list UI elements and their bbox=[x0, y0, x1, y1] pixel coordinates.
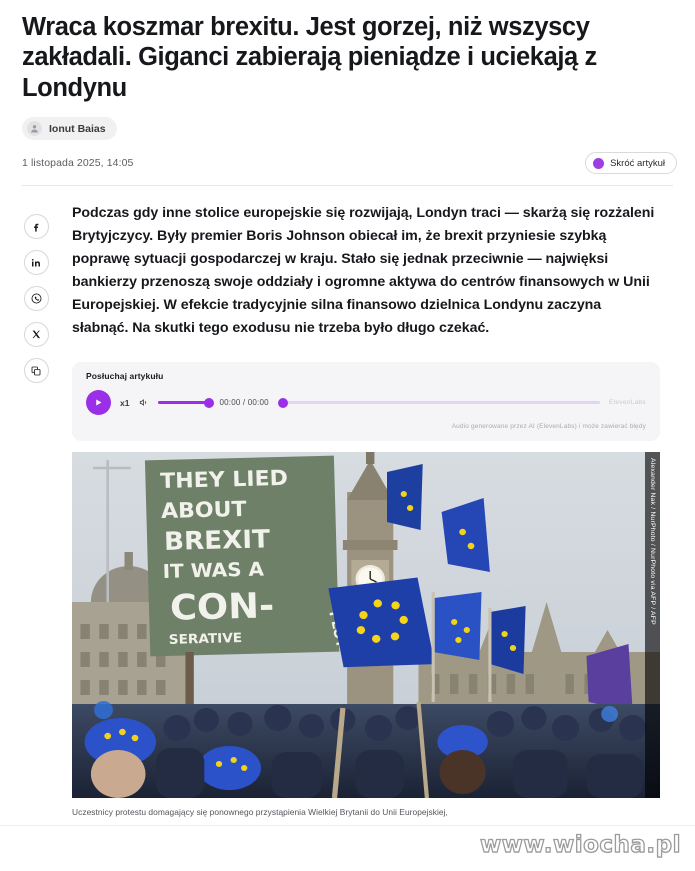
publish-date: 1 listopada 2025, 14:05 bbox=[22, 157, 134, 170]
share-linkedin-icon[interactable] bbox=[24, 250, 49, 275]
article-photo-block bbox=[72, 452, 660, 819]
protest-photo-illustration bbox=[72, 452, 660, 798]
shorten-article-button[interactable] bbox=[585, 152, 677, 174]
audio-seek-track bbox=[278, 401, 600, 404]
ai-sparkle-icon bbox=[593, 158, 604, 169]
audio-seek-slider[interactable] bbox=[278, 398, 600, 408]
volume-slider-knob[interactable] bbox=[204, 398, 214, 408]
protest-photo bbox=[72, 452, 660, 798]
site-watermark-bar bbox=[0, 825, 695, 871]
share-x-twitter-icon[interactable] bbox=[24, 322, 49, 347]
photo-caption: Uczestnicy protestu domagający się ponownego przystąpienia Wielkiej Brytanii do Unii Europejskiej, bbox=[72, 807, 448, 818]
share-whatsapp-icon[interactable] bbox=[24, 286, 49, 311]
photo-credit bbox=[645, 452, 660, 798]
article-lead: Podczas gdy inne stolice europejskie się rozwijają, Londyn traci — skarżą się rozżaleni Brytyjczycy. Były premier Boris Johnson obiecał im, że brexit przyniesie szybką poprawę sytuacji gospodarczej w kraju. Stało się jednak przeciwnie — najwięksi bankierzy przenoszą swoje oddziały i ogromne aktywa do centrów finansowych w Unii Europejskiej. W efekcie tradycyjnie silna finansowo dzielnica Londynu zaczyna słabnąć. Na skutki tego exodusu nie trzeba było długo czekać. bbox=[72, 205, 655, 337]
audio-player-controls bbox=[86, 390, 646, 415]
article-body bbox=[0, 186, 695, 819]
share-sidebar bbox=[0, 202, 72, 819]
copy-link-icon[interactable] bbox=[24, 358, 49, 383]
page-title: Wraca koszmar brexitu. Jest gorzej, niż wszyscy zakładali. Giganci zabierają pieniądze i uciekają z Londynu bbox=[22, 13, 597, 102]
share-facebook-icon[interactable] bbox=[24, 214, 49, 239]
site-watermark: www.wiocha.pl bbox=[479, 832, 681, 858]
volume-slider[interactable] bbox=[158, 401, 210, 404]
svg-text:BREXIT: BREXIT bbox=[163, 524, 271, 557]
author-chip[interactable] bbox=[22, 117, 117, 140]
audio-player-title: Posłuchaj artykułu bbox=[86, 371, 164, 382]
svg-text:THEY LIED: THEY LIED bbox=[159, 466, 289, 494]
avatar bbox=[27, 121, 42, 136]
audio-player bbox=[72, 362, 660, 441]
meta-row bbox=[0, 152, 695, 174]
svg-text:CON-: CON- bbox=[169, 586, 275, 629]
audio-seek-knob[interactable] bbox=[278, 398, 288, 408]
shorten-article-label: Skróć artykuł bbox=[610, 157, 665, 169]
playback-speed-button[interactable]: x1 bbox=[120, 397, 130, 408]
play-button[interactable] bbox=[86, 390, 111, 415]
svg-text:IT WAS A: IT WAS A bbox=[162, 557, 265, 583]
ai-disclaimer: Audio generowane przez AI (ElevenLabs) i może zawierać błędy bbox=[451, 423, 646, 431]
photo-credit-text: Alexander Nak / NurPhoto / NurPhoto via AFP / AFP bbox=[649, 458, 656, 625]
volume-icon[interactable] bbox=[138, 397, 149, 408]
author-name: Ionut Baias bbox=[49, 122, 106, 135]
article-content bbox=[72, 202, 695, 819]
elevenlabs-brand: ElevenLabs bbox=[609, 399, 646, 407]
audio-time-display: 00:00 / 00:00 bbox=[219, 398, 269, 408]
svg-text:SERATIVE: SERATIVE bbox=[168, 631, 243, 648]
svg-text:ABOUT: ABOUT bbox=[160, 497, 247, 524]
